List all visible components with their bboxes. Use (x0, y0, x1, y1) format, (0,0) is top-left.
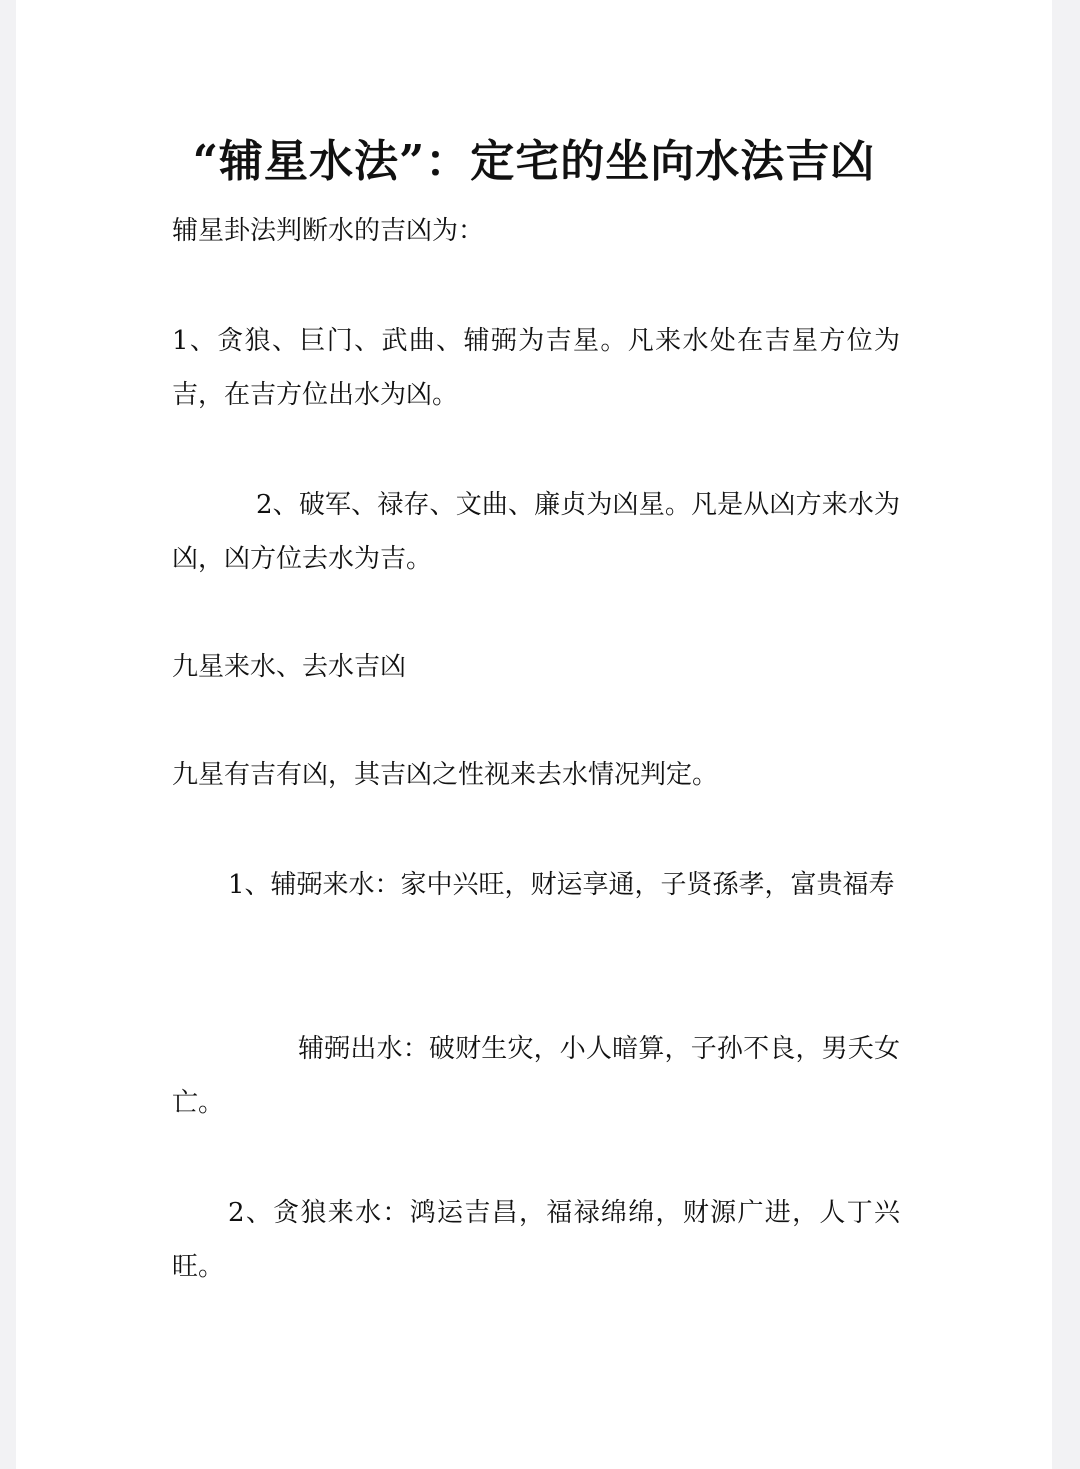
fubi-incoming-paragraph: 1、辅弼来水：家中兴旺，财运享通，子贤孫孝，富贵福寿 (228, 870, 895, 900)
section-heading: 九星来水、去水吉凶 (172, 652, 407, 682)
intro-paragraph: 辅星卦法判断水的吉凶为： (172, 216, 485, 246)
rule-2-paragraph: 2、破军、禄存、文曲、廉贞为凶星。凡是从凶方来水为凶，凶方位去水为吉。 (172, 490, 900, 574)
rule-1-paragraph: 1、贪狼、巨门、武曲、辅弼为吉星。凡来水处在吉星方位为吉，在吉方位出水为凶。 (172, 326, 900, 410)
summary-paragraph: 九星有吉有凶，其吉凶之性视来去水情况判定。 (172, 760, 719, 790)
page-title: “辅星水法”：定宅的坐向水法吉凶 (192, 136, 876, 187)
tanlang-incoming-paragraph: 2、贪狼来水：鸿运吉昌，福禄绵绵，财源广进，人丁兴旺。 (172, 1198, 900, 1282)
fubi-outgoing-paragraph: 辅弼出水：破财生灾，小人暗算，子孙不良，男夭女亡。 (172, 1034, 900, 1118)
document-page (16, 0, 1052, 1469)
